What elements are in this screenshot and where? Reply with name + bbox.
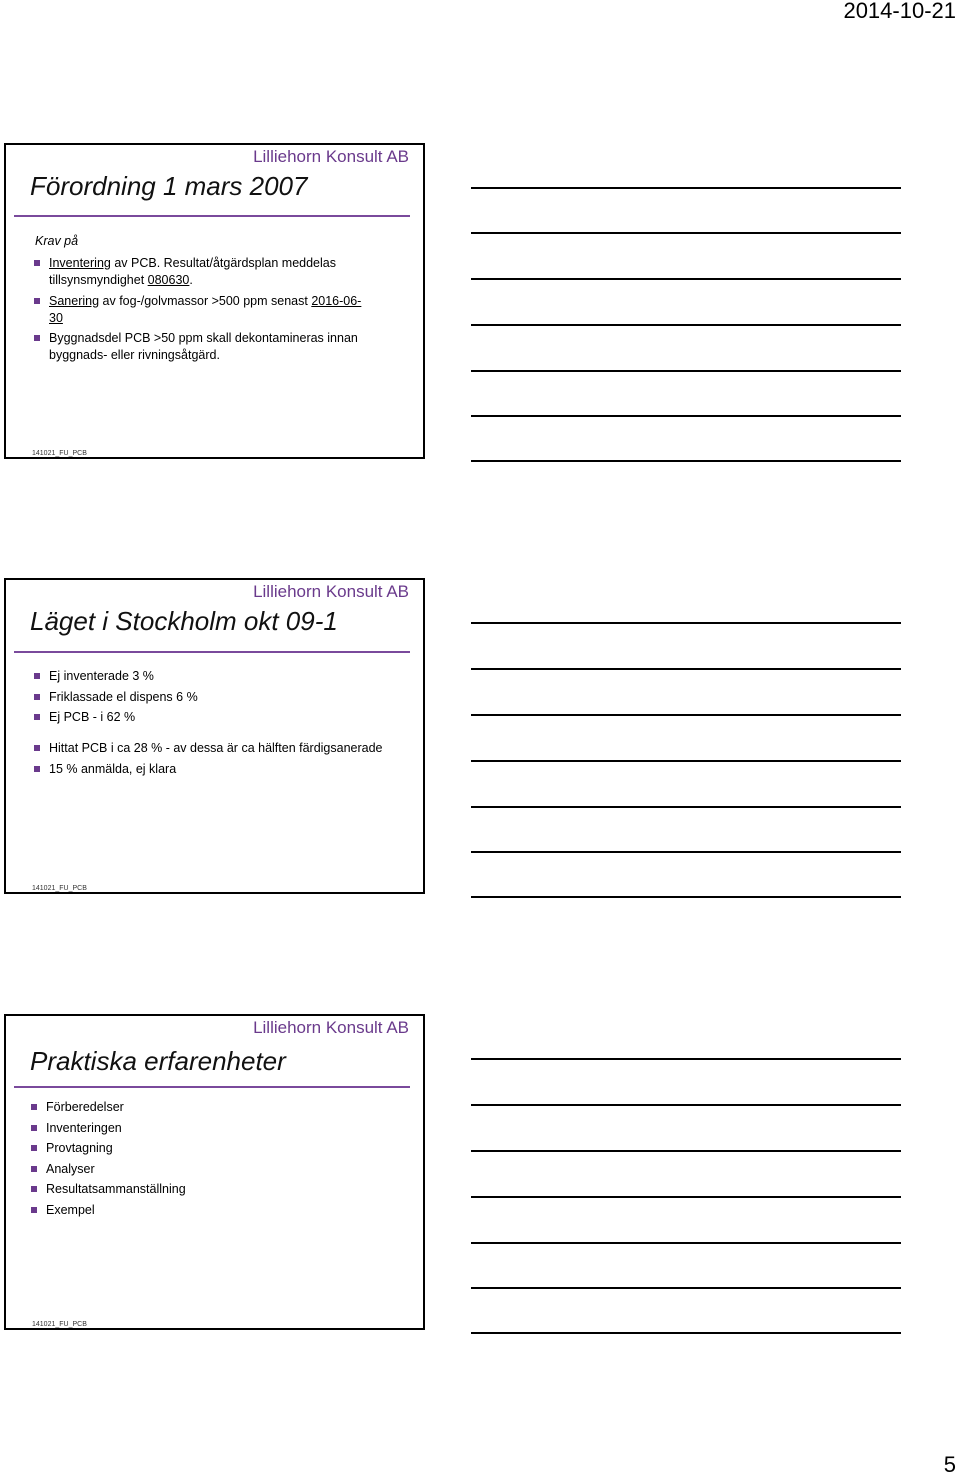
note-line	[471, 1104, 901, 1106]
bullet-square-icon	[31, 1186, 37, 1192]
bullet-square-icon	[34, 335, 40, 341]
slide-bullet-list	[33, 668, 413, 781]
note-line	[471, 851, 901, 853]
note-line	[471, 1196, 901, 1198]
bullet-square-icon	[34, 298, 40, 304]
slide-3	[4, 1014, 425, 1330]
bullet-item: Friklassade el dispens 6 %	[33, 689, 413, 706]
note-line	[471, 622, 901, 624]
bullet-item: Analyser	[30, 1161, 330, 1178]
bullet-item: Resultatsammanställning	[30, 1181, 330, 1198]
note-line	[471, 460, 901, 462]
bullet-square-icon	[34, 694, 40, 700]
slide-intro-text: Krav på	[35, 234, 79, 248]
slide-1	[4, 143, 425, 459]
note-line	[471, 668, 901, 670]
bullet-square-icon	[34, 714, 40, 720]
bullet-square-icon	[31, 1166, 37, 1172]
bullet-square-icon	[34, 260, 40, 266]
slide-title-divider	[14, 215, 410, 217]
note-line	[471, 1150, 901, 1152]
slide-bullet-list	[33, 255, 373, 368]
bullet-item: Inventering av PCB. Resultat/åtgärdsplan meddelas tillsynsmyndighet 080630.	[33, 255, 373, 289]
bullet-square-icon	[34, 766, 40, 772]
note-line	[471, 1058, 901, 1060]
slide-title: Praktiska erfarenheter	[30, 1046, 286, 1076]
bullet-item: Exempel	[30, 1202, 330, 1219]
slide-2	[4, 578, 425, 894]
note-line	[471, 1287, 901, 1289]
bullet-item: Inventeringen	[30, 1120, 330, 1137]
note-line	[471, 714, 901, 716]
slide-title: Läget i Stockholm okt 09-1	[30, 606, 338, 636]
note-line	[471, 370, 901, 372]
slide-footer-code: 141021_FU_PCB	[32, 450, 87, 457]
slide-footer-code: 141021_FU_PCB	[32, 1321, 87, 1328]
bullet-square-icon	[31, 1104, 37, 1110]
bullet-item: Byggnadsdel PCB >50 ppm skall dekontamineras innan byggnads- eller rivningsåtgärd.	[33, 330, 373, 364]
note-line	[471, 896, 901, 898]
slide-bullet-list	[30, 1099, 330, 1222]
note-line	[471, 806, 901, 808]
bullet-square-icon	[31, 1145, 37, 1151]
bullet-square-icon	[31, 1125, 37, 1131]
slide-title-divider	[14, 651, 410, 653]
bullet-item: Sanering av fog-/golvmassor >500 ppm senast 2016-06-30	[33, 293, 373, 327]
bullet-square-icon	[34, 673, 40, 679]
note-line	[471, 324, 901, 326]
bullet-item: Förberedelser	[30, 1099, 330, 1116]
slide-title: Förordning 1 mars 2007	[30, 171, 308, 201]
note-line	[471, 760, 901, 762]
bullet-item: Ej inventerade 3 %	[33, 668, 413, 685]
slide-footer-code: 141021_FU_PCB	[32, 885, 87, 892]
bullet-square-icon	[34, 745, 40, 751]
page-date: 2014-10-21	[843, 0, 956, 23]
slide-company-name: Lilliehorn Konsult AB	[253, 1018, 409, 1037]
page-number: 5	[943, 1452, 956, 1477]
note-line	[471, 278, 901, 280]
slide-title-divider	[14, 1086, 410, 1088]
note-line	[471, 1242, 901, 1244]
bullet-item: Hittat PCB i ca 28 % - av dessa är ca hälften färdigsanerade	[33, 740, 413, 757]
bullet-item: Provtagning	[30, 1140, 330, 1157]
note-line	[471, 1332, 901, 1334]
note-line	[471, 187, 901, 189]
bullet-square-icon	[31, 1207, 37, 1213]
note-line	[471, 232, 901, 234]
note-line	[471, 415, 901, 417]
bullet-item: 15 % anmälda, ej klara	[33, 761, 413, 778]
slide-company-name: Lilliehorn Konsult AB	[253, 147, 409, 166]
bullet-item: Ej PCB - i 62 %	[33, 709, 413, 726]
slide-company-name: Lilliehorn Konsult AB	[253, 582, 409, 601]
